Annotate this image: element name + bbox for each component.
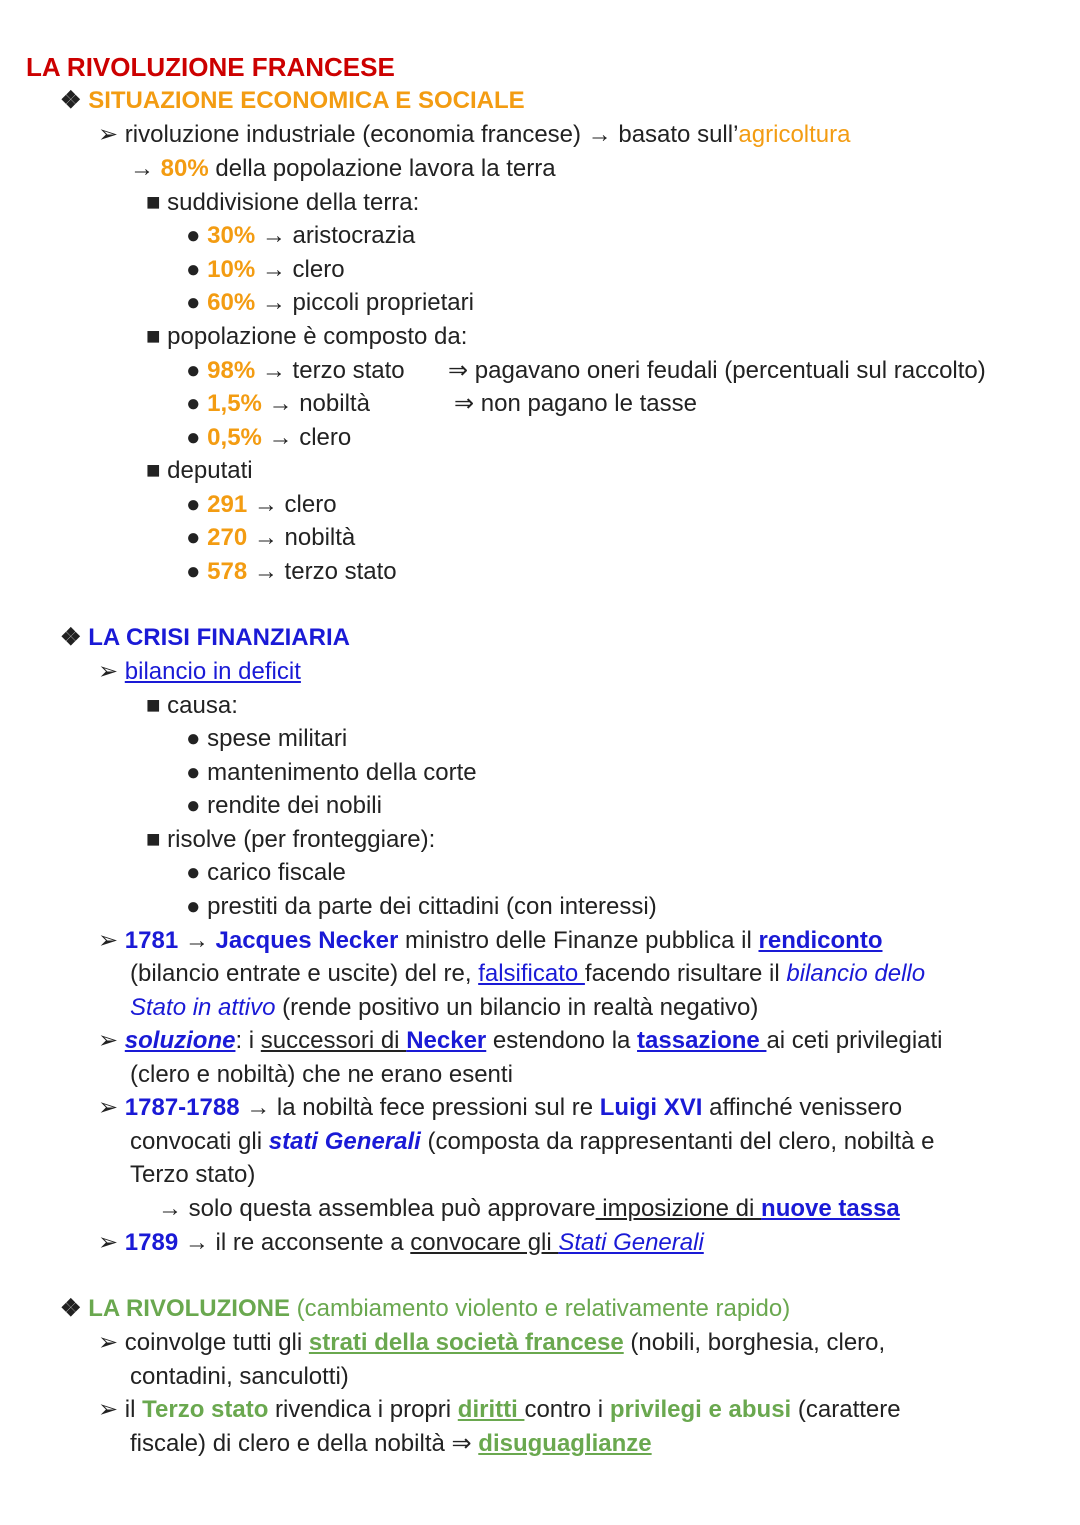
list-item: ● 98% → terzo stato [186,357,405,384]
list-item: ● 1,5% → nobiltà [186,390,370,417]
diamond-bullet-icon: ❖ [60,624,82,651]
section-revolution-heading: ❖ LA RIVOLUZIONE (cambiamento violento e relativamente rapido) [60,1295,791,1322]
diamond-bullet-icon: ❖ [60,87,82,114]
square-bullet-icon: ■ [146,189,161,216]
section-crisis-heading: ❖ LA CRISI FINANZIARIA [60,624,350,651]
square-bullet-icon: ■ [146,323,161,350]
list-item: ➢ 1789 → il re acconsente a convocare gli Stati Generali [98,1229,704,1256]
list-item: ● rendite dei nobili [186,792,382,819]
rendiconto-link[interactable]: rendiconto [758,927,883,954]
nuove-tassa-link[interactable]: nuove tassa [761,1195,900,1222]
soluzione-link[interactable]: soluzione [124,1027,236,1054]
disuguaglianze-link[interactable]: disuguaglianze [478,1430,652,1457]
list-item: ● 578 → terzo stato [186,558,397,585]
square-bullet-icon: ■ [146,457,161,484]
list-item: → 80% della popolazione lavora la terra [130,155,556,182]
diritti-link[interactable]: diritti [457,1396,525,1423]
square-bullet-icon: ■ [146,826,161,853]
list-item: ● 30% → aristocrazia [186,222,416,249]
list-item: ● 291 → clero [186,491,337,518]
list-item: ■ causa: [146,692,238,719]
list-item: ● prestiti da parte dei cittadini (con interessi) [186,893,657,920]
list-item: ● spese militari [186,725,348,752]
list-item: ● mantenimento della corte [186,759,477,786]
list-item-continuation: (clero e nobiltà) che ne erano esenti [130,1061,513,1088]
page-title: LA RIVOLUZIONE FRANCESE [26,52,395,82]
list-item: ■ suddivisione della terra: [146,189,420,216]
list-item: ➢ 1787-1788 → la nobiltà fece pressioni sul re Luigi XVI affinché venissero [98,1094,903,1121]
list-item: → solo questa assemblea può approvare imposizione di nuove tassa [158,1195,900,1222]
list-item: ➢ rivoluzione industriale (economia francese) → basato sull’agricoltura [98,121,851,148]
list-item: ● 0,5% → clero [186,424,352,451]
list-item: ➢ soluzione: i successori di Necker estendono la tassazione ai ceti privilegiati [98,1027,943,1054]
list-item-continuation: convocati gli stati Generali (composta da rappresentanti del clero, nobiltà e [130,1128,935,1155]
deficit-link[interactable]: bilancio in deficit [124,658,301,685]
list-item-continuation: Terzo stato) [130,1161,256,1188]
list-item-note: ⇒ non pagano le tasse [454,390,697,417]
list-item-continuation: Stato in attivo (rende positivo un bilancio in realtà negativo) [130,994,759,1021]
list-item: ➢ bilancio in deficit [98,658,301,685]
list-item: ■ popolazione è composto da: [146,323,468,350]
list-item-continuation: fiscale) di clero e della nobiltà ⇒ disuguaglianze [130,1430,652,1457]
list-item: ➢ 1781 → Jacques Necker ministro delle Finanze pubblica il rendiconto [98,927,883,954]
list-item: ● 60% → piccoli proprietari [186,289,474,316]
square-bullet-icon: ■ [146,692,161,719]
list-item: ■ risolve (per fronteggiare): [146,826,436,853]
list-item: ● 10% → clero [186,256,345,283]
falsificato-link[interactable]: falsificato [478,960,585,987]
strati-link[interactable]: strati della società francese [308,1329,624,1356]
list-item: ➢ il Terzo stato rivendica i propri diritti contro i privilegi e abusi (carattere [98,1396,901,1423]
section-economic-heading: ❖ SITUAZIONE ECONOMICA E SOCIALE [60,87,525,114]
diamond-bullet-icon: ❖ [60,1295,82,1322]
list-item: ➢ coinvolge tutti gli strati della società francese (nobili, borghesia, clero, [98,1329,886,1356]
tassazione-link[interactable]: tassazione [637,1027,767,1054]
list-item-note: ⇒ pagavano oneri feudali (percentuali sul raccolto) [448,357,986,384]
list-item-continuation: (bilancio entrate e uscite) del re, falsificato facendo risultare il bilancio dello [130,960,926,987]
list-item: ● carico fiscale [186,859,346,886]
list-item: ● 270 → nobiltà [186,524,356,551]
list-item: ■ deputati [146,457,253,484]
list-item-continuation: contadini, sanculotti) [130,1363,349,1390]
